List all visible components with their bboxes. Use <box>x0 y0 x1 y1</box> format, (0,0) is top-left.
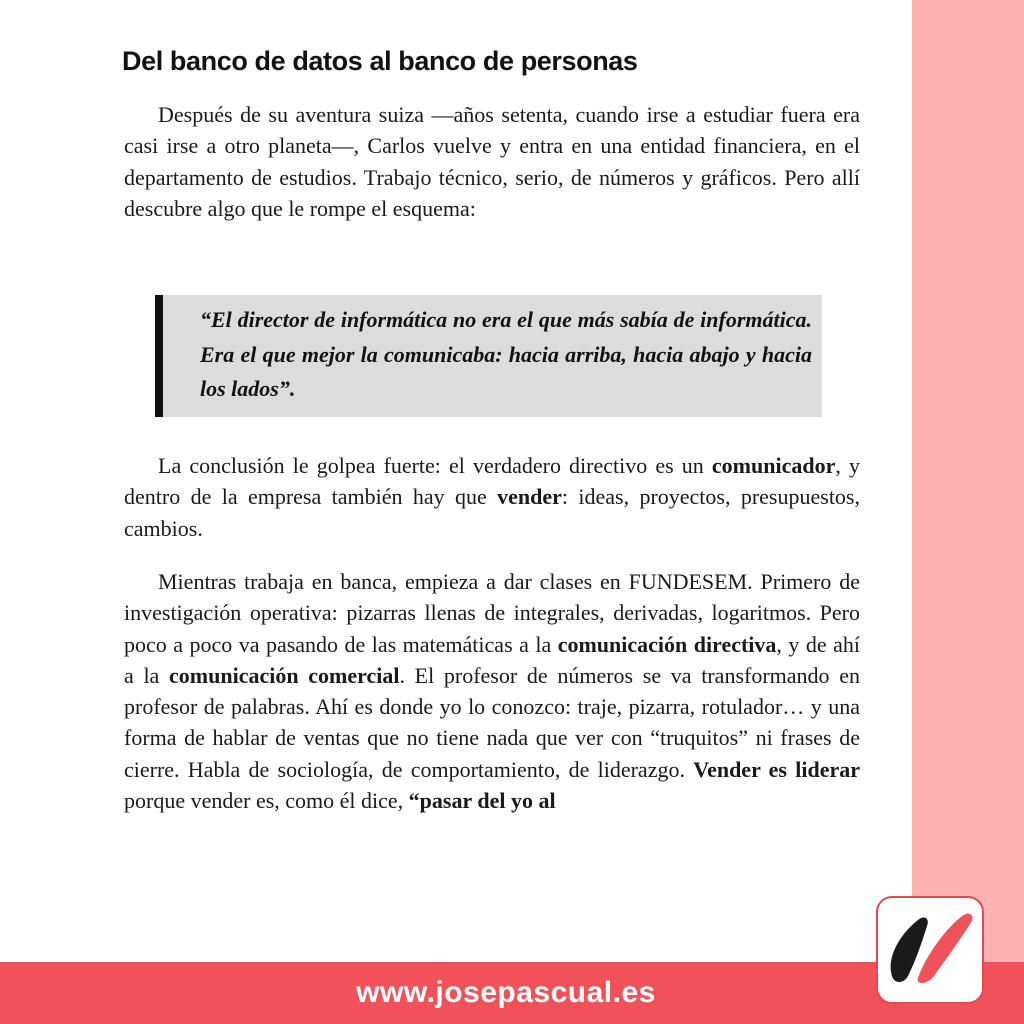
bold-term: “pasar del yo al <box>408 788 556 814</box>
page-title: Del banco de datos al banco de personas <box>122 46 638 76</box>
paragraph-intro: Después de su aventura suiza —años setenta, cuando irse a estudiar fuera era casi irse a otro planeta—, Carlos vuelve y entra en una entidad financiera, en el departamento de estudios. Trabajo técnico, serio, de números y gráficos. Pero allí descubre algo que le rompe el esquema: <box>124 102 860 221</box>
bold-term: vender <box>497 484 562 510</box>
paragraph-text: La conclusión le golpea fuerte: el verdadero directivo es un <box>158 453 712 478</box>
bold-term: comunicador <box>711 453 836 478</box>
paragraph-text: , y de ahí a la <box>124 631 860 688</box>
paragraph-text: , y dentro de la empresa también hay que <box>124 453 860 510</box>
quote-text: “El director de informática no era el que más sabía de informática. Era el que mejor la comunicaba: hacia arriba, hacia abajo y hacia los lados”. <box>200 307 812 401</box>
paragraph-teaching <box>124 566 860 816</box>
paragraph-conclusion <box>124 450 860 544</box>
bold-term: comunicación comercial <box>169 662 400 688</box>
paragraph-text: . El profesor de números se va transformando en profesor de palabras. Ahí es donde yo lo conozco: traje, pizarra, rotulador… y una forma de hablar de ventas que no tiene nada que ver con “truquitos” ni frases de cierre. Habla de sociología, de comportamiento, de liderazgo. <box>124 662 860 782</box>
quote-bar <box>155 295 163 417</box>
bold-term: Vender es liderar <box>693 756 860 782</box>
bold-term: comunicación directiva <box>557 631 777 657</box>
josepascual-logo-icon <box>876 896 984 1004</box>
logo-shapes <box>878 898 982 1002</box>
paragraph-text: : ideas, proyectos, presupuestos, cambios. <box>124 484 860 541</box>
paragraph-text: porque vender es, como él dice, <box>124 788 409 814</box>
footer-website-link[interactable]: www.josepascual.es <box>356 976 656 1009</box>
paragraph-text: Mientras trabaja en banca, empieza a dar clases en FUNDESEM. Primero de investigación operativa: pizarras llenas de integrales, derivadas, logaritmos. Pero poco a poco va pasando de las matemáticas a la <box>124 569 860 657</box>
side-decorative-band <box>912 0 1024 1024</box>
